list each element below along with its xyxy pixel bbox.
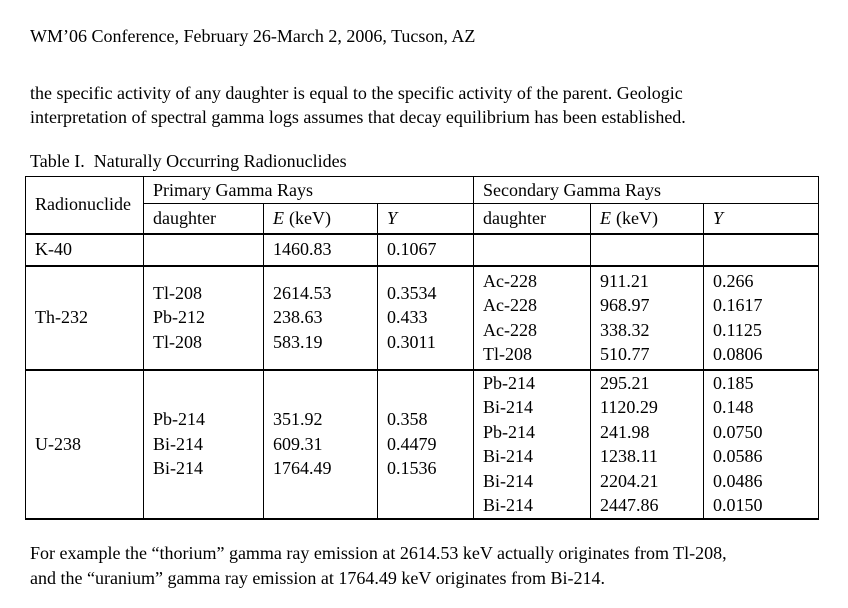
table-subheader-row [26,204,819,234]
cell-line: 0.0486 [713,470,763,491]
cell-secondary-daughter [474,234,591,266]
cell-line: 583.19 [273,331,323,352]
energy-unit: (keV) [616,207,658,228]
cell-line: 338.32 [600,319,650,340]
cell-primary-energies [264,370,378,519]
cell-line: Pb-212 [153,307,206,328]
subheader-secondary-energy [591,204,704,234]
cell-line: 0.148 [713,397,754,417]
cell-secondary-yield [704,234,819,266]
cell-secondary-daughters [474,370,591,519]
cell-line: 241.98 [600,421,650,442]
cell-line: 1120.29 [600,397,658,417]
cell-secondary-daughters [474,266,591,370]
subheader-secondary-daughter: daughter [474,204,591,234]
cell-line: 968.97 [600,295,650,315]
cell-line: Ac-228 [483,295,537,315]
yield-symbol: Y [713,207,724,228]
cell-line: Bi-214 [483,446,534,466]
cell-line: 0.433 [387,307,428,328]
cell-line: Bi-214 [153,433,204,454]
cell-line: 295.21 [600,372,650,393]
group-header-secondary-gamma-rays: Secondary Gamma Rays [474,177,819,204]
group-header-primary-gamma-rays: Primary Gamma Rays [144,177,474,204]
cell-line: Bi-214 [483,397,534,417]
paragraph-line: the specific activity of any daughter is equal to the specific activity of the parent. Geologic [30,83,683,103]
cell-line: Bi-214 [483,470,534,491]
cell-line: 0.0806 [713,344,763,364]
cell-line: 609.31 [273,433,323,454]
cell-secondary-energy [591,234,704,266]
cell-line: 0.1125 [713,319,762,340]
subheader-primary-daughter: daughter [144,204,264,234]
cell-line: 0.0150 [713,495,763,515]
cell-line: 0.266 [713,270,754,291]
cell-line: Bi-214 [483,495,534,515]
cell-line: 2447.86 [600,495,659,515]
cell-line: 911.21 [600,270,649,291]
conference-header: WM’06 Conference, February 26-March 2, 2006, Tucson, AZ [30,26,476,46]
subheader-primary-energy [264,204,378,234]
cell-radionuclide: K-40 [26,234,144,266]
cell-line: Pb-214 [483,421,536,442]
cell-line: 0.358 [387,409,428,430]
cell-secondary-energies [591,370,704,519]
energy-unit: (keV) [289,207,331,228]
cell-line: 0.185 [713,372,754,393]
energy-symbol: E [273,207,284,228]
cell-primary-yields [378,370,474,519]
cell-primary-yields [378,266,474,370]
cell-line: 0.3011 [387,331,436,352]
cell-line: Pb-214 [153,409,206,430]
cell-line: 351.92 [273,409,323,430]
cell-secondary-yields [704,266,819,370]
cell-line: 0.3534 [387,282,437,303]
cell-primary-daughter [144,234,264,266]
example-paragraph [30,541,727,591]
cell-line: Ac-228 [483,319,537,340]
radionuclides-table [25,176,819,520]
cell-line: Tl-208 [153,282,202,303]
cell-line: Pb-214 [483,372,536,393]
cell-line: 0.0586 [713,446,763,466]
subheader-primary-yield [378,204,474,234]
cell-line: Tl-208 [483,344,532,364]
paragraph-line: For example the “thorium” gamma ray emission at 2614.53 keV actually originates from Tl-208, [30,543,727,563]
cell-line: 1238.11 [600,446,658,466]
intro-paragraph [30,81,686,129]
paragraph-line: and the “uranium” gamma ray emission at 1764.49 keV originates from Bi-214. [30,568,606,588]
cell-line: 0.1536 [387,458,437,479]
cell-line: 0.0750 [713,421,763,442]
subheader-secondary-yield [704,204,819,234]
table-caption: Table I. Naturally Occurring Radionuclides [30,151,347,171]
cell-secondary-yields [704,370,819,519]
cell-line: 0.4479 [387,433,437,454]
cell-line: 2204.21 [600,470,659,491]
cell-radionuclide: U-238 [26,370,144,519]
table-row-th232 [26,266,819,370]
cell-line: 0.1617 [713,295,763,315]
yield-symbol: Y [387,207,398,228]
cell-secondary-energies [591,266,704,370]
paragraph-line: interpretation of spectral gamma logs assumes that decay equilibrium has been established. [30,107,686,127]
cell-line: Ac-228 [483,270,537,291]
table-row-k40 [26,234,819,266]
cell-primary-energies [264,266,378,370]
cell-line: 2614.53 [273,282,332,303]
cell-radionuclide: Th-232 [26,266,144,370]
table-group-header-row [26,177,819,204]
cell-primary-energy: 1460.83 [264,234,378,266]
cell-line: 1764.49 [273,458,332,479]
cell-line: 238.63 [273,307,323,328]
table-row-u238 [26,370,819,519]
cell-line: Tl-208 [153,331,202,352]
col-header-radionuclide: Radionuclide [26,177,144,234]
cell-primary-daughters [144,266,264,370]
cell-line: 510.77 [600,344,650,364]
energy-symbol: E [600,207,611,228]
cell-primary-daughters [144,370,264,519]
cell-line: Bi-214 [153,458,204,479]
cell-primary-yield: 0.1067 [378,234,474,266]
